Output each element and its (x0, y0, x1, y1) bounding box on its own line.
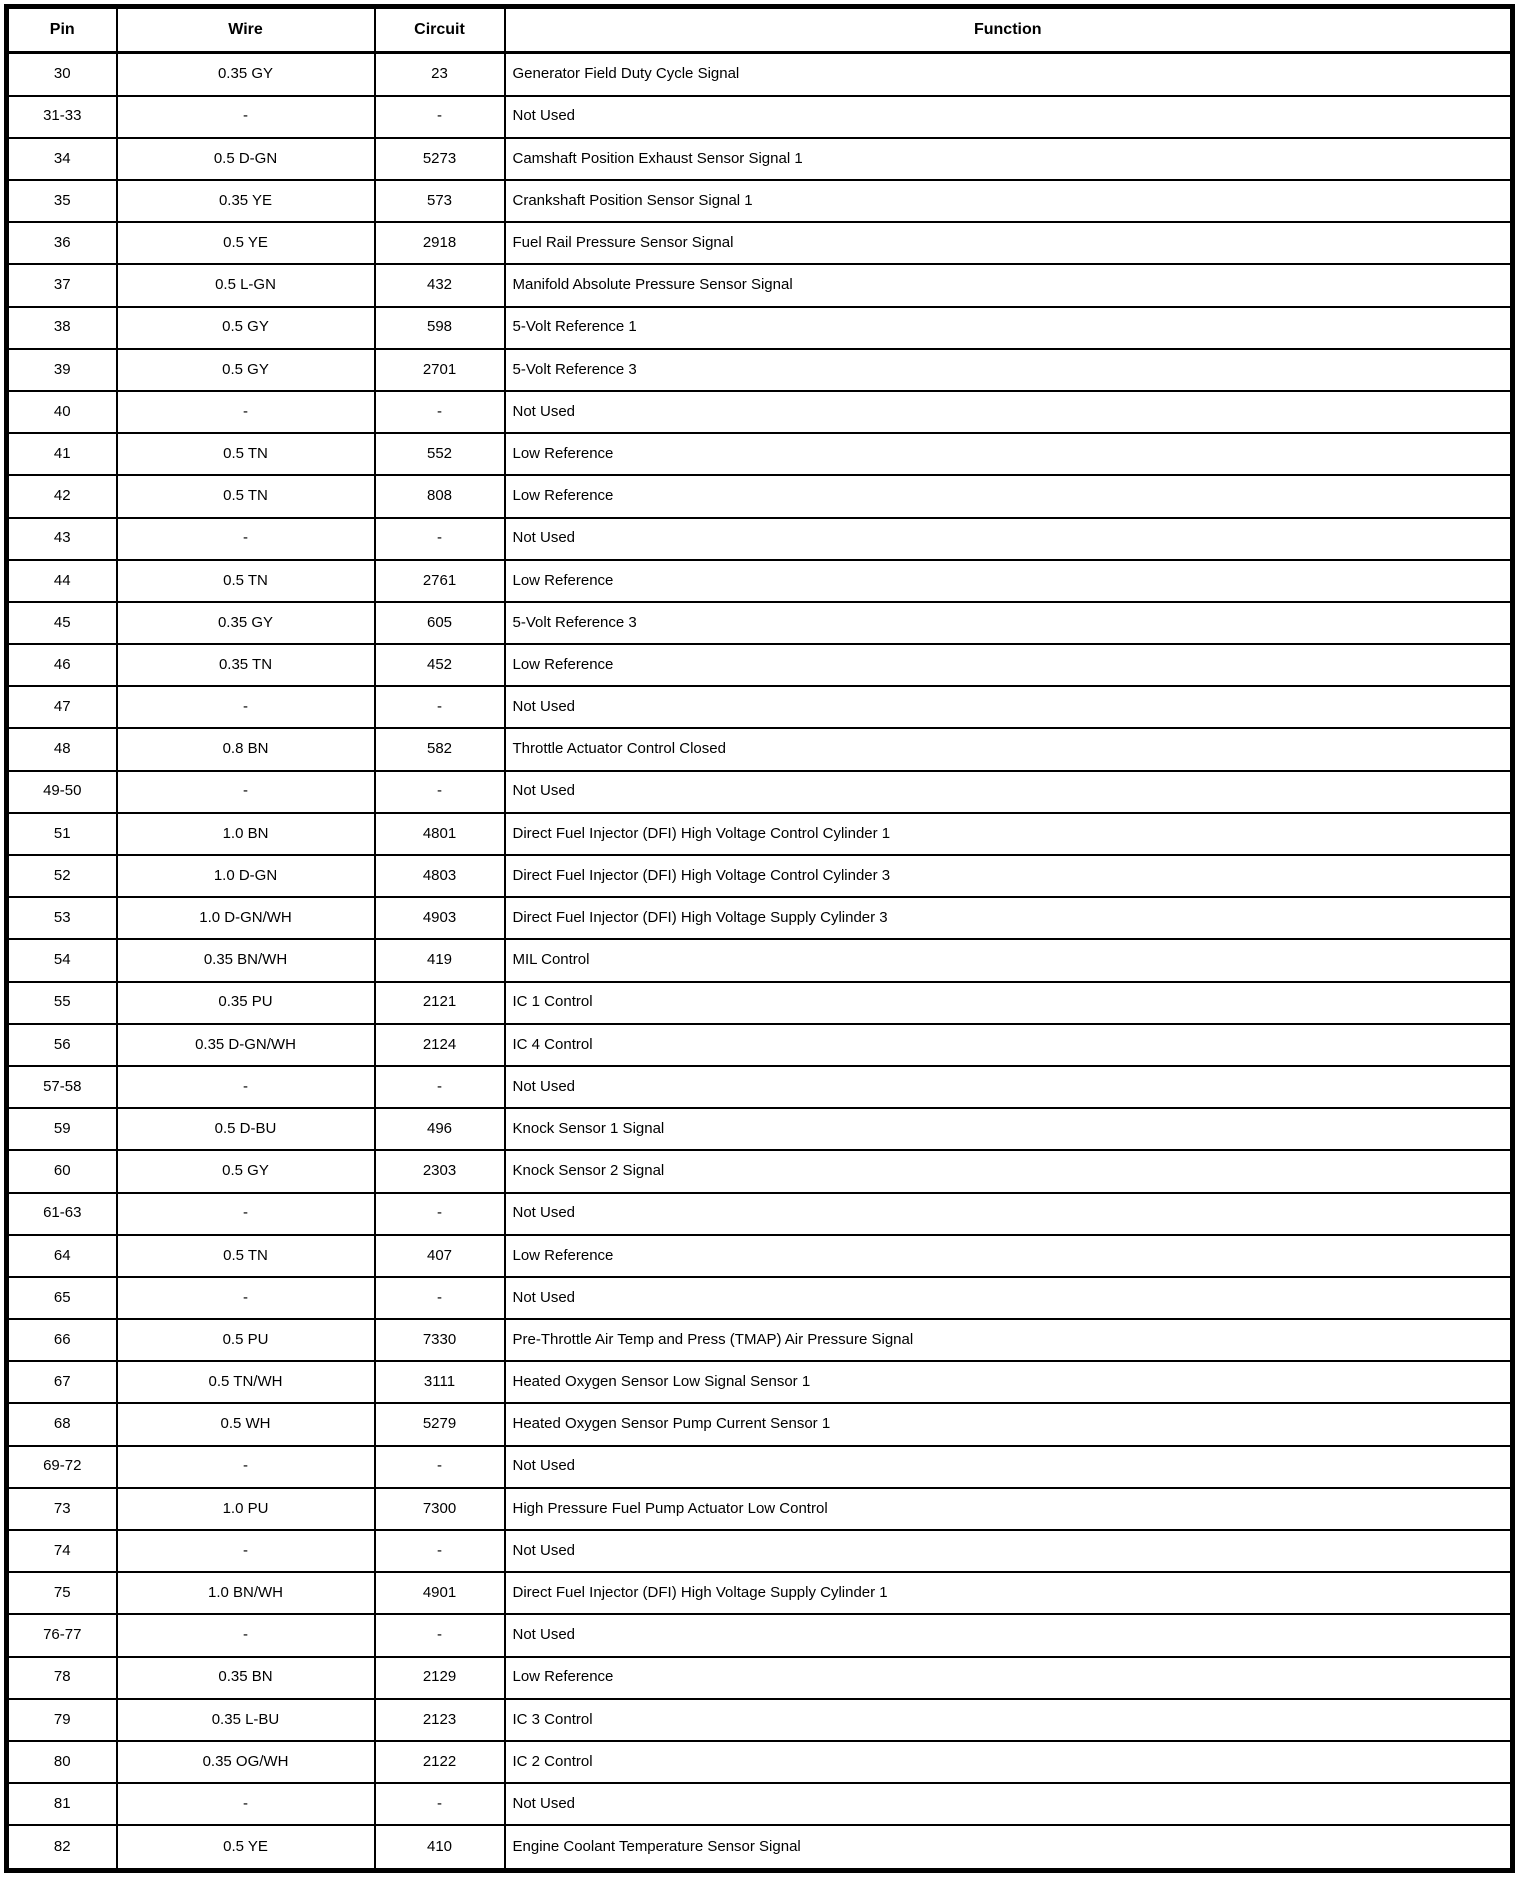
pin-cell: 65 (7, 1277, 117, 1319)
table-row (7, 1403, 1513, 1445)
table-row (7, 349, 1513, 391)
table-row (7, 1150, 1513, 1192)
wire-cell: 0.5 GY (117, 349, 375, 391)
pin-cell: 53 (7, 897, 117, 939)
wire-cell: 0.5 TN (117, 475, 375, 517)
function-cell: Not Used (505, 96, 1513, 138)
circuit-cell: 419 (375, 939, 505, 981)
table-row (7, 728, 1513, 770)
table-row (7, 1488, 1513, 1530)
wire-cell: 0.5 TN (117, 1235, 375, 1277)
function-cell: Not Used (505, 1277, 1513, 1319)
wire-cell: - (117, 1277, 375, 1319)
wire-cell: - (117, 1614, 375, 1656)
pin-cell: 66 (7, 1319, 117, 1361)
function-cell: Low Reference (505, 1235, 1513, 1277)
function-cell: Not Used (505, 518, 1513, 560)
circuit-cell: 598 (375, 307, 505, 349)
function-cell: Low Reference (505, 1657, 1513, 1699)
function-cell: Crankshaft Position Sensor Signal 1 (505, 180, 1513, 222)
table-row (7, 1446, 1513, 1488)
column-header-circuit: Circuit (375, 7, 505, 53)
circuit-cell: - (375, 771, 505, 813)
wire-cell: - (117, 686, 375, 728)
function-cell: Direct Fuel Injector (DFI) High Voltage Control Cylinder 3 (505, 855, 1513, 897)
table-row (7, 1783, 1513, 1825)
function-cell: Low Reference (505, 433, 1513, 475)
function-cell: Fuel Rail Pressure Sensor Signal (505, 222, 1513, 264)
wire-cell: 0.5 YE (117, 222, 375, 264)
function-cell: Knock Sensor 2 Signal (505, 1150, 1513, 1192)
pin-cell: 59 (7, 1108, 117, 1150)
pin-cell: 34 (7, 138, 117, 180)
pin-cell: 60 (7, 1150, 117, 1192)
table-row (7, 686, 1513, 728)
circuit-cell: - (375, 686, 505, 728)
table-row (7, 813, 1513, 855)
pin-cell: 67 (7, 1361, 117, 1403)
wire-cell: 0.35 OG/WH (117, 1741, 375, 1783)
table-row (7, 939, 1513, 981)
wire-cell: 0.35 BN (117, 1657, 375, 1699)
table-row (7, 1024, 1513, 1066)
pin-cell: 52 (7, 855, 117, 897)
wire-cell: 0.5 D-GN (117, 138, 375, 180)
table-row (7, 96, 1513, 138)
column-header-wire: Wire (117, 7, 375, 53)
function-cell: IC 3 Control (505, 1699, 1513, 1741)
wire-cell: 0.5 GY (117, 307, 375, 349)
function-cell: Not Used (505, 1066, 1513, 1108)
pin-cell: 39 (7, 349, 117, 391)
pin-cell: 61-63 (7, 1193, 117, 1235)
circuit-cell: 23 (375, 53, 505, 96)
table-row (7, 433, 1513, 475)
table-row (7, 560, 1513, 602)
circuit-cell: 4901 (375, 1572, 505, 1614)
pin-cell: 44 (7, 560, 117, 602)
table-row (7, 644, 1513, 686)
function-cell: 5-Volt Reference 1 (505, 307, 1513, 349)
circuit-cell: - (375, 1066, 505, 1108)
pin-cell: 57-58 (7, 1066, 117, 1108)
circuit-cell: 2129 (375, 1657, 505, 1699)
column-header-pin: Pin (7, 7, 117, 53)
circuit-cell: 582 (375, 728, 505, 770)
wire-cell: 1.0 D-GN (117, 855, 375, 897)
table-row (7, 771, 1513, 813)
function-cell: Heated Oxygen Sensor Pump Current Sensor 1 (505, 1403, 1513, 1445)
circuit-cell: 432 (375, 264, 505, 306)
function-cell: Not Used (505, 1530, 1513, 1572)
wire-cell: - (117, 771, 375, 813)
pin-cell: 54 (7, 939, 117, 981)
circuit-cell: - (375, 96, 505, 138)
table-row (7, 1741, 1513, 1783)
wire-cell: - (117, 1530, 375, 1572)
wire-cell: 1.0 PU (117, 1488, 375, 1530)
wire-cell: 0.5 TN (117, 560, 375, 602)
wire-cell: 0.5 TN/WH (117, 1361, 375, 1403)
wire-cell: 1.0 D-GN/WH (117, 897, 375, 939)
circuit-cell: - (375, 518, 505, 560)
table-row (7, 264, 1513, 306)
circuit-cell: 2761 (375, 560, 505, 602)
wire-cell: - (117, 96, 375, 138)
wire-cell: 0.35 BN/WH (117, 939, 375, 981)
wire-cell: - (117, 391, 375, 433)
pinout-table-header (7, 7, 1513, 53)
wire-cell: 0.5 YE (117, 1825, 375, 1870)
function-cell: Throttle Actuator Control Closed (505, 728, 1513, 770)
circuit-cell: 3111 (375, 1361, 505, 1403)
circuit-cell: - (375, 391, 505, 433)
circuit-cell: 452 (375, 644, 505, 686)
table-row (7, 1614, 1513, 1656)
function-cell: Manifold Absolute Pressure Sensor Signal (505, 264, 1513, 306)
table-row (7, 53, 1513, 96)
wire-cell: 0.5 PU (117, 1319, 375, 1361)
circuit-cell: 2701 (375, 349, 505, 391)
pin-cell: 38 (7, 307, 117, 349)
function-cell: Low Reference (505, 644, 1513, 686)
table-row (7, 1657, 1513, 1699)
pin-cell: 81 (7, 1783, 117, 1825)
table-row (7, 222, 1513, 264)
circuit-cell: 5279 (375, 1403, 505, 1445)
pin-cell: 68 (7, 1403, 117, 1445)
table-row (7, 1572, 1513, 1614)
pin-cell: 30 (7, 53, 117, 96)
pin-cell: 43 (7, 518, 117, 560)
circuit-cell: 4801 (375, 813, 505, 855)
function-cell: MIL Control (505, 939, 1513, 981)
pin-cell: 35 (7, 180, 117, 222)
circuit-cell: 2918 (375, 222, 505, 264)
function-cell: Not Used (505, 686, 1513, 728)
circuit-cell: - (375, 1446, 505, 1488)
table-row (7, 1361, 1513, 1403)
table-row (7, 138, 1513, 180)
pinout-table-body (7, 53, 1513, 1871)
wire-cell: 0.5 GY (117, 1150, 375, 1192)
function-cell: Camshaft Position Exhaust Sensor Signal 1 (505, 138, 1513, 180)
circuit-cell: 496 (375, 1108, 505, 1150)
wire-cell: - (117, 1066, 375, 1108)
pin-cell: 45 (7, 602, 117, 644)
circuit-cell: - (375, 1530, 505, 1572)
table-row (7, 1319, 1513, 1361)
pin-cell: 80 (7, 1741, 117, 1783)
pin-cell: 46 (7, 644, 117, 686)
wire-cell: - (117, 1783, 375, 1825)
table-row (7, 1699, 1513, 1741)
table-row (7, 1066, 1513, 1108)
wire-cell: - (117, 518, 375, 560)
circuit-cell: 552 (375, 433, 505, 475)
table-row (7, 1193, 1513, 1235)
wire-cell: 0.8 BN (117, 728, 375, 770)
table-row (7, 1108, 1513, 1150)
pin-cell: 76-77 (7, 1614, 117, 1656)
circuit-cell: - (375, 1614, 505, 1656)
table-row (7, 307, 1513, 349)
function-cell: IC 1 Control (505, 982, 1513, 1024)
pin-cell: 40 (7, 391, 117, 433)
function-cell: Not Used (505, 1193, 1513, 1235)
circuit-cell: - (375, 1193, 505, 1235)
function-cell: Not Used (505, 771, 1513, 813)
function-cell: IC 4 Control (505, 1024, 1513, 1066)
function-cell: IC 2 Control (505, 1741, 1513, 1783)
circuit-cell: 410 (375, 1825, 505, 1870)
pin-cell: 79 (7, 1699, 117, 1741)
circuit-cell: 573 (375, 180, 505, 222)
table-row (7, 602, 1513, 644)
pin-cell: 41 (7, 433, 117, 475)
pin-cell: 49-50 (7, 771, 117, 813)
table-row (7, 1825, 1513, 1870)
pin-cell: 56 (7, 1024, 117, 1066)
function-cell: 5-Volt Reference 3 (505, 349, 1513, 391)
function-cell: High Pressure Fuel Pump Actuator Low Control (505, 1488, 1513, 1530)
table-row (7, 1235, 1513, 1277)
function-cell: Generator Field Duty Cycle Signal (505, 53, 1513, 96)
circuit-cell: - (375, 1277, 505, 1319)
function-cell: Heated Oxygen Sensor Low Signal Sensor 1 (505, 1361, 1513, 1403)
table-row (7, 982, 1513, 1024)
table-row (7, 180, 1513, 222)
circuit-cell: 2122 (375, 1741, 505, 1783)
table-row (7, 391, 1513, 433)
pinout-table (4, 4, 1515, 1873)
circuit-cell: 605 (375, 602, 505, 644)
function-cell: Not Used (505, 1446, 1513, 1488)
function-cell: Direct Fuel Injector (DFI) High Voltage Supply Cylinder 3 (505, 897, 1513, 939)
wire-cell: 0.35 GY (117, 53, 375, 96)
wire-cell: 0.35 D-GN/WH (117, 1024, 375, 1066)
table-row (7, 1277, 1513, 1319)
function-cell: Not Used (505, 391, 1513, 433)
pin-cell: 73 (7, 1488, 117, 1530)
pin-cell: 64 (7, 1235, 117, 1277)
wire-cell: 0.35 TN (117, 644, 375, 686)
pin-cell: 47 (7, 686, 117, 728)
circuit-cell: 4903 (375, 897, 505, 939)
wire-cell: 0.35 PU (117, 982, 375, 1024)
table-row (7, 518, 1513, 560)
function-cell: Knock Sensor 1 Signal (505, 1108, 1513, 1150)
function-cell: Engine Coolant Temperature Sensor Signal (505, 1825, 1513, 1870)
circuit-cell: 2123 (375, 1699, 505, 1741)
circuit-cell: 7330 (375, 1319, 505, 1361)
wire-cell: 0.35 GY (117, 602, 375, 644)
function-cell: Low Reference (505, 560, 1513, 602)
pin-cell: 42 (7, 475, 117, 517)
table-row (7, 855, 1513, 897)
function-cell: Pre-Throttle Air Temp and Press (TMAP) Air Pressure Signal (505, 1319, 1513, 1361)
pin-cell: 55 (7, 982, 117, 1024)
table-row (7, 897, 1513, 939)
circuit-cell: 7300 (375, 1488, 505, 1530)
wire-cell: 0.35 L-BU (117, 1699, 375, 1741)
function-cell: Low Reference (505, 475, 1513, 517)
circuit-cell: 808 (375, 475, 505, 517)
pin-cell: 31-33 (7, 96, 117, 138)
pin-cell: 51 (7, 813, 117, 855)
pin-cell: 75 (7, 1572, 117, 1614)
wire-cell: 1.0 BN/WH (117, 1572, 375, 1614)
function-cell: Not Used (505, 1614, 1513, 1656)
pin-cell: 69-72 (7, 1446, 117, 1488)
header-row (7, 7, 1513, 53)
wire-cell: 0.35 YE (117, 180, 375, 222)
pin-cell: 82 (7, 1825, 117, 1870)
wire-cell: - (117, 1193, 375, 1235)
circuit-cell: 4803 (375, 855, 505, 897)
pin-cell: 37 (7, 264, 117, 306)
wire-cell: 0.5 TN (117, 433, 375, 475)
function-cell: Not Used (505, 1783, 1513, 1825)
circuit-cell: 5273 (375, 138, 505, 180)
circuit-cell: 2124 (375, 1024, 505, 1066)
wire-cell: 1.0 BN (117, 813, 375, 855)
wire-cell: 0.5 WH (117, 1403, 375, 1445)
table-row (7, 475, 1513, 517)
wire-cell: - (117, 1446, 375, 1488)
pin-cell: 74 (7, 1530, 117, 1572)
function-cell: Direct Fuel Injector (DFI) High Voltage Supply Cylinder 1 (505, 1572, 1513, 1614)
pin-cell: 78 (7, 1657, 117, 1699)
function-cell: 5-Volt Reference 3 (505, 602, 1513, 644)
pin-cell: 36 (7, 222, 117, 264)
circuit-cell: - (375, 1783, 505, 1825)
circuit-cell: 2303 (375, 1150, 505, 1192)
pin-cell: 48 (7, 728, 117, 770)
circuit-cell: 407 (375, 1235, 505, 1277)
table-row (7, 1530, 1513, 1572)
column-header-function: Function (505, 7, 1513, 53)
wire-cell: 0.5 L-GN (117, 264, 375, 306)
circuit-cell: 2121 (375, 982, 505, 1024)
function-cell: Direct Fuel Injector (DFI) High Voltage Control Cylinder 1 (505, 813, 1513, 855)
wire-cell: 0.5 D-BU (117, 1108, 375, 1150)
